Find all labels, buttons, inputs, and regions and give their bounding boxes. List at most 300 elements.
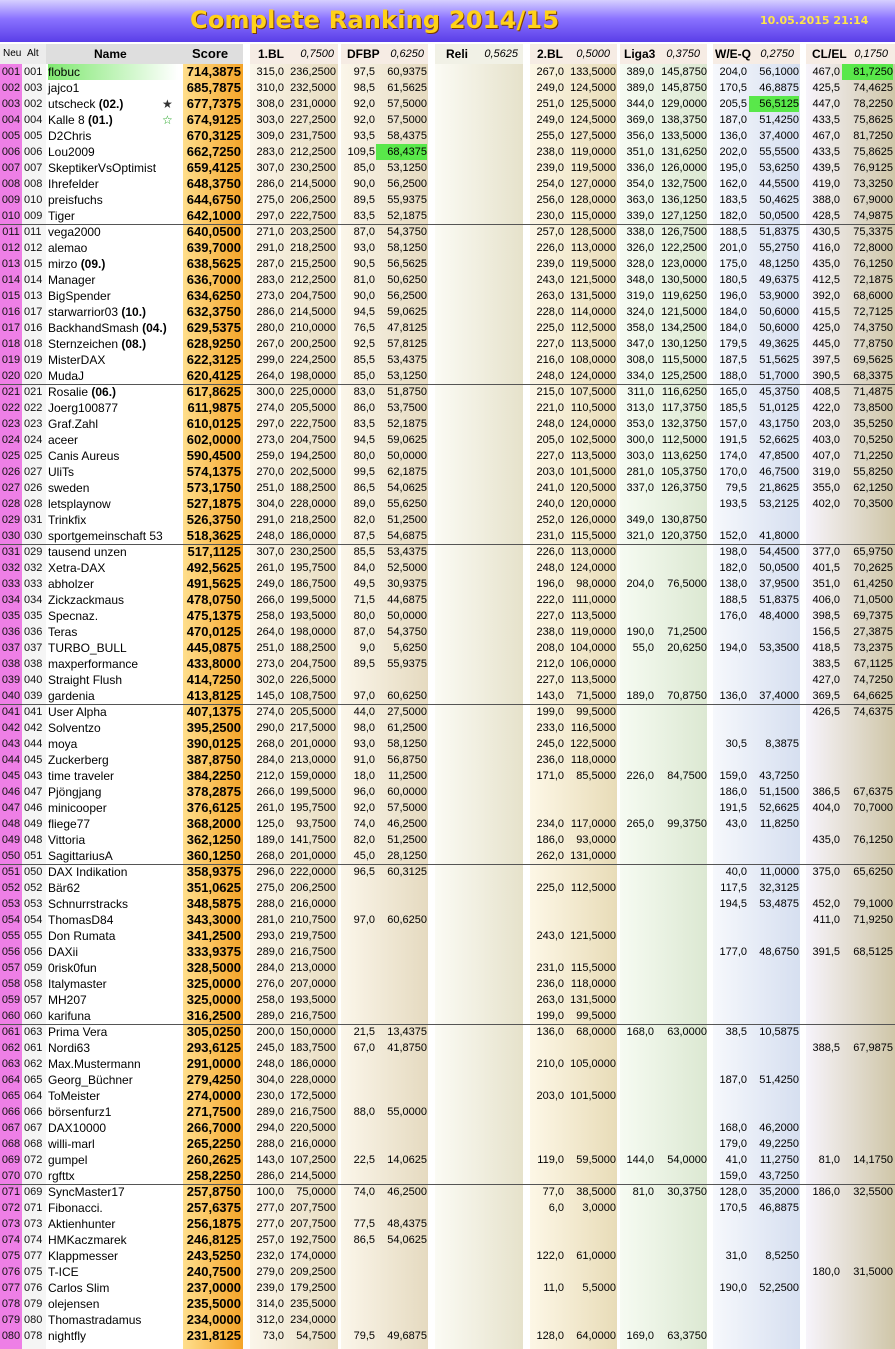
bl2-weighted <box>566 944 616 960</box>
clel-weighted <box>842 752 893 768</box>
rank-old: 003 <box>24 82 43 94</box>
liga3-weighted <box>656 1280 707 1296</box>
player-name-text: Klappmesser <box>48 1249 119 1263</box>
liga3-weighted <box>656 1232 707 1248</box>
previous-rank-badge: (06.) <box>91 385 117 399</box>
rank-old: 073 <box>24 1218 43 1230</box>
bl1-weighted: 202,5000 <box>290 466 336 478</box>
table-row <box>0 256 895 272</box>
bl1-weighted: 212,2500 <box>290 146 336 158</box>
score: 714,3875 <box>186 64 241 79</box>
weq-weighted <box>749 672 799 688</box>
bl2-weighted: 124,5000 <box>570 82 616 94</box>
dfbp-points: 81,0 <box>353 274 375 286</box>
bl2-points: 227,0 <box>536 674 564 686</box>
clel-points: 467,0 <box>812 130 840 142</box>
weq-weighted <box>749 704 799 720</box>
score: 620,4125 <box>186 368 241 383</box>
weq-points: 79,5 <box>725 482 747 494</box>
bl1-points: 286,0 <box>256 306 284 318</box>
player-name <box>48 1040 178 1056</box>
rank-old: 032 <box>24 562 43 574</box>
clel-weighted <box>842 960 893 976</box>
dfbp-points: 49,5 <box>353 578 375 590</box>
clel-points: 398,5 <box>812 610 840 622</box>
clel-weighted: 69,5625 <box>853 354 893 366</box>
dfbp-weighted: 60,0000 <box>387 786 427 798</box>
bl1-weighted: 214,5000 <box>290 1170 336 1182</box>
rank-new: 066 <box>1 1106 21 1118</box>
liga3-weighted <box>656 672 707 688</box>
dfbp-weighted: 59,0625 <box>387 434 427 446</box>
score: 636,7000 <box>186 272 241 287</box>
liga3-points: 226,0 <box>626 770 654 782</box>
player-name <box>48 256 178 272</box>
weq-weighted <box>749 1312 799 1328</box>
table-row <box>0 896 895 912</box>
bl1-weighted: 198,0000 <box>290 370 336 382</box>
weq-points: 188,0 <box>719 370 747 382</box>
weq-points: 176,0 <box>719 610 747 622</box>
player-name-text: nightfly <box>48 1329 87 1343</box>
dfbp-points <box>341 896 375 912</box>
bl1-points: 257,0 <box>256 1234 284 1246</box>
clel-points: 406,0 <box>812 594 840 606</box>
rank-old: 051 <box>24 850 43 862</box>
weq-weighted: 51,0125 <box>759 402 799 414</box>
table-row <box>0 288 895 304</box>
clel-points: 383,5 <box>812 658 840 670</box>
player-name <box>48 672 178 688</box>
rank-old: 009 <box>24 210 43 222</box>
dfbp-weighted: 48,4375 <box>387 1218 427 1230</box>
player-name <box>48 656 178 672</box>
weq-points: 159,0 <box>719 1170 747 1182</box>
rank-old: 057 <box>24 994 43 1006</box>
clel-weighted: 76,1250 <box>853 834 893 846</box>
liga3-weighted: 131,6250 <box>661 146 707 158</box>
bl2-weighted: 113,5000 <box>570 450 616 462</box>
score: 648,3750 <box>186 176 241 191</box>
bl2-weighted <box>566 864 616 880</box>
player-name-text: Georg_Büchner <box>48 1073 133 1087</box>
liga3-points <box>620 944 654 960</box>
clel-points: 388,5 <box>812 1042 840 1054</box>
player-name-text: Kalle 8 <box>48 113 85 127</box>
bl1-weighted: 218,2500 <box>290 514 336 526</box>
weq-points: 159,0 <box>719 770 747 782</box>
clel-weighted: 68,6000 <box>853 290 893 302</box>
weq-weighted: 46,7500 <box>759 466 799 478</box>
dfbp-points: 90,5 <box>353 258 375 270</box>
weq-weighted: 49,6375 <box>759 274 799 286</box>
dfbp-weighted: 58,1250 <box>387 242 427 254</box>
rank-old: 054 <box>24 914 43 926</box>
bl1-points: 294,0 <box>256 1122 284 1134</box>
bl2-points: 199,0 <box>536 706 564 718</box>
table-row <box>0 496 895 512</box>
weq-weighted: 44,5500 <box>759 178 799 190</box>
weq-weighted <box>749 1104 799 1120</box>
clel-points <box>806 1200 840 1216</box>
player-name <box>48 352 178 368</box>
rank-old: 017 <box>24 306 43 318</box>
clel-points: 427,0 <box>812 674 840 686</box>
bl2-points: 227,0 <box>536 610 564 622</box>
table-row <box>0 1072 895 1088</box>
weq-weighted: 55,2750 <box>759 242 799 254</box>
rank-new: 008 <box>1 178 21 190</box>
rank-old: 053 <box>24 898 43 910</box>
rank-old: 076 <box>24 1282 43 1294</box>
rank-new: 022 <box>1 402 21 414</box>
score: 634,6250 <box>186 288 241 303</box>
bl1-weighted: 205,5000 <box>290 402 336 414</box>
clel-weighted <box>842 848 893 864</box>
table-row <box>0 304 895 320</box>
score: 395,2500 <box>186 720 241 735</box>
player-name <box>48 816 178 832</box>
rank-old: 023 <box>24 418 43 430</box>
col-header-weq: W/E-Q <box>715 47 751 61</box>
bl1-points: 281,0 <box>256 914 284 926</box>
bl2-weighted <box>566 1168 616 1184</box>
bl1-weighted: 201,0000 <box>290 738 336 750</box>
dfbp-weighted: 58,1250 <box>387 738 427 750</box>
table-row <box>0 1088 895 1104</box>
table-row <box>0 928 895 944</box>
bl1-weighted: 174,0000 <box>290 1250 336 1262</box>
clel-points: 156,5 <box>812 626 840 638</box>
liga3-points <box>620 1056 654 1072</box>
liga3-points <box>620 720 654 736</box>
player-name-text: Solventzo <box>48 721 101 735</box>
liga3-weighted: 132,7500 <box>661 178 707 190</box>
weq-weighted <box>749 1232 799 1248</box>
score: 478,0750 <box>186 592 241 607</box>
bl2-points: 199,0 <box>536 1010 564 1022</box>
weq-weighted: 41,8000 <box>759 530 799 542</box>
weq-points: 195,0 <box>719 162 747 174</box>
dfbp-weighted: 57,8125 <box>387 338 427 350</box>
weq-weighted <box>749 1040 799 1056</box>
player-name-text: Graf.Zahl <box>48 417 99 431</box>
liga3-weighted <box>656 1200 707 1216</box>
score: 670,3125 <box>186 128 241 143</box>
bl2-weighted: 119,5000 <box>570 162 616 174</box>
weq-weighted: 49,2250 <box>759 1138 799 1150</box>
player-name-text: MisterDAX <box>48 353 106 367</box>
table-row <box>0 544 895 560</box>
col-header-dfbp: DFBP <box>347 47 380 61</box>
table-row <box>0 864 895 880</box>
bl1-weighted: 204,7500 <box>290 290 336 302</box>
table-row <box>0 208 895 224</box>
bl1-points: 290,0 <box>256 722 284 734</box>
bl2-points: 226,0 <box>536 242 564 254</box>
liga3-weighted <box>656 1040 707 1056</box>
liga3-points: 369,0 <box>626 114 654 126</box>
score: 677,7375 <box>186 96 241 111</box>
liga3-points: 55,0 <box>632 642 654 654</box>
bl1-points: 273,0 <box>256 434 284 446</box>
player-name <box>48 496 178 512</box>
weq-points <box>713 960 747 976</box>
liga3-points <box>620 864 654 880</box>
dfbp-points: 45,0 <box>353 850 375 862</box>
weq-weighted: 11,0000 <box>760 866 799 878</box>
bl1-weighted: 54,7500 <box>296 1330 336 1342</box>
player-name-text: willi-marl <box>48 1137 95 1151</box>
bl1-weighted: 210,0000 <box>290 322 336 334</box>
dfbp-weighted: 53,1250 <box>387 370 427 382</box>
player-name <box>48 1328 178 1344</box>
weq-weighted: 8,3875 <box>765 738 799 750</box>
weq-points: 193,5 <box>719 498 747 510</box>
liga3-weighted: 71,2500 <box>667 626 707 638</box>
weq-weighted <box>749 848 799 864</box>
bl1-weighted: 159,0000 <box>290 770 336 782</box>
score: 414,7250 <box>186 672 241 687</box>
table-row <box>0 560 895 576</box>
bl1-points: 264,0 <box>256 370 284 382</box>
clel-points: 430,5 <box>812 226 840 238</box>
weq-weighted: 50,6000 <box>759 306 799 318</box>
rank-new: 069 <box>1 1154 21 1166</box>
weq-weighted: 53,6250 <box>759 162 799 174</box>
clel-points <box>806 1248 840 1264</box>
clel-weighted: 75,8625 <box>853 146 893 158</box>
dfbp-weighted: 51,2500 <box>387 834 427 846</box>
rank-new: 001 <box>1 66 21 78</box>
clel-points: 391,5 <box>812 946 840 958</box>
weq-weighted: 50,4625 <box>759 194 799 206</box>
bl1-weighted: 172,5000 <box>290 1090 336 1102</box>
liga3-points: 81,0 <box>632 1186 654 1198</box>
rank-old: 066 <box>24 1106 43 1118</box>
dfbp-points <box>341 1088 375 1104</box>
bl1-points: 259,0 <box>256 450 284 462</box>
player-name <box>48 384 178 400</box>
bl2-points: 262,0 <box>536 850 564 862</box>
liga3-points <box>620 656 654 672</box>
rank-old: 080 <box>24 1314 43 1326</box>
player-name <box>48 624 178 640</box>
bl1-points: 276,0 <box>256 978 284 990</box>
bl2-points <box>530 1120 564 1136</box>
player-name-text: alemao <box>48 241 88 255</box>
bl1-points: 307,0 <box>256 546 284 558</box>
bl2-weighted: 124,5000 <box>570 114 616 126</box>
clel-points <box>806 512 840 528</box>
weq-points: 41,0 <box>725 1154 747 1166</box>
dfbp-points: 94,5 <box>353 306 375 318</box>
clel-points: 402,0 <box>812 498 840 510</box>
bl2-weighted: 3,0000 <box>582 1202 616 1214</box>
weq-points <box>713 912 747 928</box>
clel-points <box>806 1120 840 1136</box>
bl2-weighted: 131,0000 <box>570 850 616 862</box>
player-name-text: ThomasD84 <box>48 913 114 927</box>
liga3-weighted: 145,8750 <box>661 82 707 94</box>
weq-weighted: 53,9000 <box>759 290 799 302</box>
table-row <box>0 640 895 656</box>
liga3-points: 189,0 <box>626 690 654 702</box>
bl2-weighted: 127,5000 <box>570 130 616 142</box>
weq-points: 136,0 <box>719 690 747 702</box>
liga3-points <box>620 1008 654 1024</box>
liga3-weighted: 121,5000 <box>661 306 707 318</box>
rank-old: 021 <box>24 386 43 398</box>
liga3-weighted: 133,5000 <box>661 130 707 142</box>
liga3-points <box>620 1168 654 1184</box>
dfbp-weighted: 5,6250 <box>393 642 427 654</box>
clel-points: 390,5 <box>812 370 840 382</box>
bl2-weighted: 93,0000 <box>576 834 616 846</box>
bl1-points: 289,0 <box>256 1106 284 1118</box>
weq-weighted: 43,7250 <box>759 770 799 782</box>
bl2-weighted: 120,5000 <box>570 482 616 494</box>
table-row <box>0 992 895 1008</box>
weq-points <box>713 1232 747 1248</box>
bl1-weighted: 206,2500 <box>290 194 336 206</box>
player-name-text: Schnurrstracks <box>48 897 129 911</box>
dfbp-points: 83,5 <box>353 210 375 222</box>
player-name-text: Prima Vera <box>48 1025 108 1039</box>
bl1-weighted: 231,0000 <box>290 98 336 110</box>
clel-weighted <box>842 512 893 528</box>
table-row <box>0 352 895 368</box>
table-row <box>0 1184 895 1200</box>
liga3-points: 311,0 <box>627 386 654 398</box>
score: 279,4250 <box>186 1072 241 1087</box>
dfbp-points <box>341 960 375 976</box>
bl1-weighted: 222,7500 <box>290 418 336 430</box>
liga3-points: 324,0 <box>626 306 654 318</box>
liga3-points <box>620 608 654 624</box>
bl2-weighted: 121,5000 <box>570 274 616 286</box>
bl1-points: 297,0 <box>256 418 284 430</box>
table-row <box>0 400 895 416</box>
weq-weighted: 11,8250 <box>760 818 799 830</box>
rank-new: 017 <box>1 322 21 334</box>
dfbp-weighted: 61,2500 <box>387 722 427 734</box>
player-name <box>48 128 178 144</box>
rank-old: 044 <box>24 738 43 750</box>
rank-old: 001 <box>24 66 43 78</box>
bl2-weighted: 127,0000 <box>570 178 616 190</box>
rank-old: 011 <box>24 226 42 238</box>
rank-new: 030 <box>1 530 21 542</box>
weq-weighted: 46,2000 <box>759 1122 799 1134</box>
liga3-weighted <box>656 960 707 976</box>
player-name-text: aceer <box>48 433 79 447</box>
player-name <box>48 832 178 848</box>
bl2-points: 231,0 <box>536 962 564 974</box>
weq-points <box>713 1328 747 1344</box>
score: 362,1250 <box>186 832 241 847</box>
score: 293,6125 <box>186 1040 241 1055</box>
bl2-weighted: 113,5000 <box>570 610 616 622</box>
table-row <box>0 464 895 480</box>
col-header-alt: Alt <box>27 48 39 59</box>
player-name-text: tausend unzen <box>48 545 127 559</box>
player-name <box>48 608 178 624</box>
bl1-points: 264,0 <box>256 626 284 638</box>
score: 470,0125 <box>186 624 241 639</box>
bl1-points: 296,0 <box>256 866 284 878</box>
player-name <box>48 400 178 416</box>
dfbp-points: 76,5 <box>353 322 375 334</box>
clel-weighted: 71,0500 <box>853 594 893 606</box>
liga3-points <box>620 960 654 976</box>
clel-weighted: 73,2375 <box>853 642 893 654</box>
dfbp-points: 82,0 <box>353 514 375 526</box>
bl2-weighted: 114,0000 <box>570 306 616 318</box>
liga3-points <box>620 1312 654 1328</box>
dfbp-points: 93,0 <box>353 738 375 750</box>
dfbp-points: 92,0 <box>353 802 375 814</box>
table-row <box>0 752 895 768</box>
bl2-points: 243,0 <box>536 274 564 286</box>
dfbp-weighted: 44,6875 <box>387 594 427 606</box>
bl2-points: 236,0 <box>536 754 564 766</box>
clel-weighted: 75,8625 <box>853 114 893 126</box>
rank-new: 021 <box>1 386 21 398</box>
player-name <box>48 1296 178 1312</box>
bl1-points: 230,0 <box>256 1090 284 1102</box>
weq-points <box>713 976 747 992</box>
dfbp-weighted: 53,1250 <box>387 162 427 174</box>
bl2-weighted: 61,0000 <box>576 1250 616 1262</box>
weq-weighted: 51,7000 <box>759 370 799 382</box>
clel-points <box>806 1216 840 1232</box>
player-name-text: Bär62 <box>48 881 81 895</box>
bl1-points: 249,0 <box>256 578 284 590</box>
weq-points: 188,5 <box>719 594 747 606</box>
bl1-weighted: 204,7500 <box>290 434 336 446</box>
score: 662,7250 <box>186 144 241 159</box>
clel-points: 415,5 <box>812 306 840 318</box>
liga3-points <box>620 848 654 864</box>
weq-weighted: 49,3625 <box>759 338 799 350</box>
bl1-points: 271,0 <box>256 226 284 238</box>
player-name <box>48 192 178 208</box>
dfbp-weighted <box>376 1088 427 1104</box>
rank-old: 078 <box>24 1330 43 1342</box>
rank-new: 075 <box>1 1250 21 1262</box>
clel-points <box>806 880 840 896</box>
rank-new: 061 <box>1 1026 21 1038</box>
bl2-points <box>530 1168 564 1184</box>
liga3-weighted <box>656 832 707 848</box>
player-name-text: SkeptikerVsOptimist <box>48 161 157 175</box>
liga3-weighted <box>656 1008 707 1024</box>
score: 642,1000 <box>186 208 241 223</box>
table-row <box>0 80 895 96</box>
liga3-points: 190,0 <box>626 626 654 638</box>
clel-weighted: 70,2625 <box>853 562 893 574</box>
liga3-weighted: 63,0000 <box>667 1026 707 1038</box>
bl2-weighted: 111,0000 <box>571 594 616 606</box>
rank-new: 005 <box>1 130 21 142</box>
rank-old: 046 <box>24 802 43 814</box>
bl1-points: 277,0 <box>256 1202 284 1214</box>
weq-points: 177,0 <box>719 946 747 958</box>
dfbp-points: 88,0 <box>353 1106 375 1118</box>
dfbp-points: 96,5 <box>353 866 375 878</box>
rank-old: 041 <box>24 706 43 718</box>
